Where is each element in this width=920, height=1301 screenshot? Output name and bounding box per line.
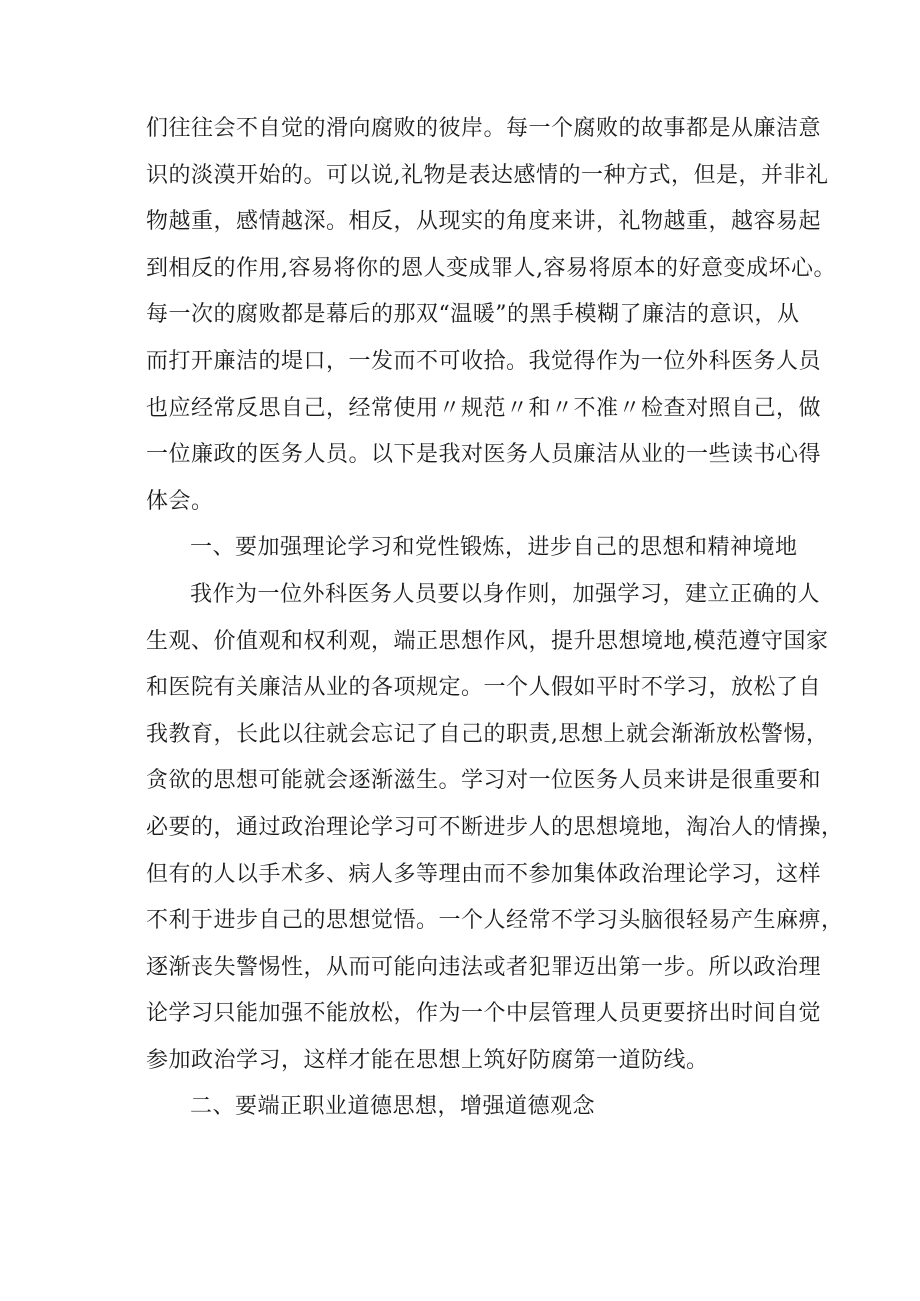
text-line: 我作为一位外科医务人员要以身作则，加强学习，建立正确的人	[190, 581, 821, 607]
text-line: 到相反的作用,容易将你的恩人变成罪人,容易将原本的好意变成坏心。	[146, 255, 836, 281]
text-line: 贪欲的思想可能就会逐渐滋生。学习对一位医务人员来讲是很重要和	[146, 768, 822, 794]
text-line: 一位廉政的医务人员。以下是我对医务人员廉洁从业的一些读书心得	[146, 442, 822, 468]
text-line: 体会。	[146, 488, 214, 514]
text-line: 而打开廉洁的堤口，一发而不可收拾。我觉得作为一位外科医务人员	[146, 348, 822, 374]
section-heading-2	[146, 1084, 786, 1131]
text-line: 参加政治学习，这样才能在思想上筑好防腐第一道防线。	[146, 1047, 709, 1073]
document-body	[146, 106, 844, 1131]
text-line: 生观、价值观和权利观，端正思想作风，提升思想境地,模范遵守国家	[146, 628, 829, 654]
heading-text: 一、要加强理论学习和党性锻炼，进步自己的思想和精神境地	[190, 535, 798, 561]
text-line: 也应经常反思自己，经常使用〃规范〃和〃不准〃检查对照自己，做	[146, 395, 822, 421]
section-heading-1	[146, 525, 798, 572]
paragraph-section-1	[146, 572, 844, 1085]
text-line: 们往往会不自觉的滑向腐败的彼岸。每一个腐败的故事都是从廉洁意	[146, 116, 822, 141]
text-line: 我教育，长此以往就会忘记了自己的职责,思想上就会渐渐放松警惕，	[146, 721, 829, 747]
text-line: 但有的人以手术多、病人多等理由而不参加集体政治理论学习，这样	[146, 861, 822, 887]
text-line: 论学习只能加强不能放松，作为一个中层管理人员更要挤出时间自觉	[146, 1001, 822, 1027]
paragraph-intro	[146, 106, 836, 525]
text-line: 和医院有关廉洁从业的各项规定。一个人假如平时不学习，放松了自	[146, 675, 822, 701]
text-line: 物越重，感情越深。相反，从现实的角度来讲，礼物越重，越容易起	[146, 209, 822, 235]
text-line: 逐渐丧失警惕性，从而可能向违法或者犯罪迈出第一步。所以政治理	[146, 954, 822, 980]
text-line: 必要的，通过政治理论学习可不断进步人的思想境地，淘冶人的情操，	[146, 814, 844, 840]
text-line: 不利于进步自己的思想觉悟。一个人经常不学习头脑很轻易产生麻痹，	[146, 908, 844, 934]
heading-text: 二、要端正职业道德思想，增强道德观念	[190, 1094, 596, 1120]
text-line: 每一次的腐败都是幕后的那双“温暖”的黑手模糊了廉洁的意识，从	[146, 302, 800, 328]
text-line: 识的淡漠开始的。可以说,礼物是表达感情的一种方式，但是，并非礼	[146, 162, 829, 188]
